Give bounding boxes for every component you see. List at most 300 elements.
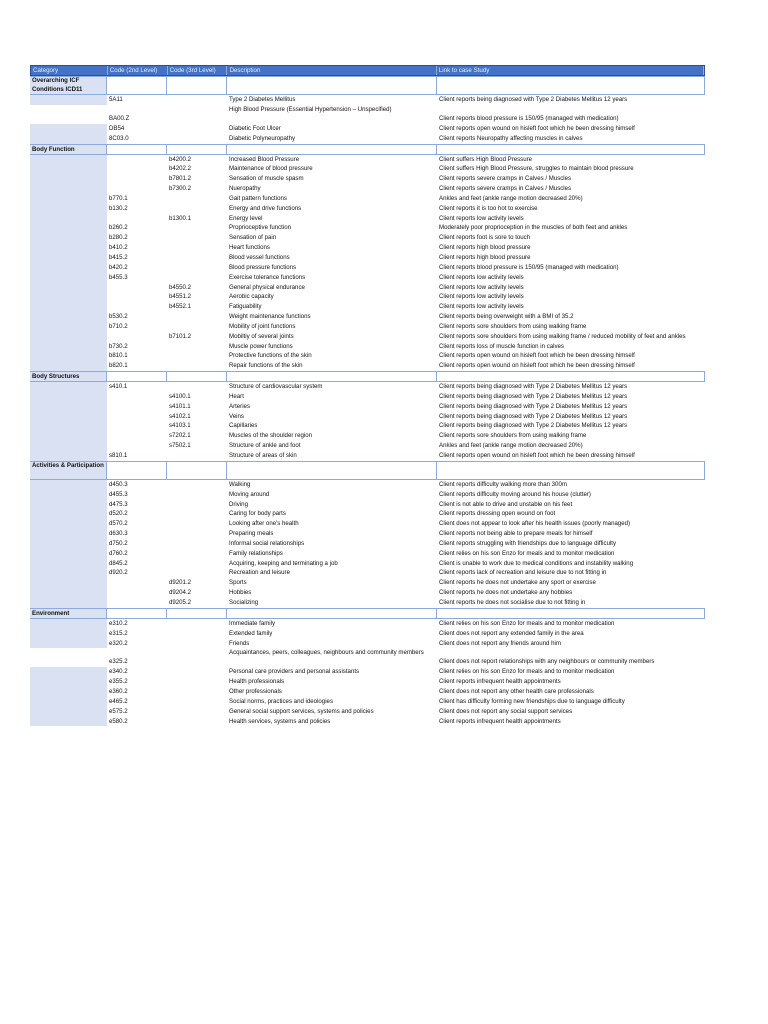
category-cell[interactable] xyxy=(30,421,107,431)
code-2nd-cell[interactable]: b530.2 xyxy=(109,313,128,321)
description-cell[interactable]: Health services, systems and policies xyxy=(229,717,331,725)
link-cell[interactable]: Client reports not being able to prepare meals for himself xyxy=(439,530,593,538)
table-row[interactable] xyxy=(30,332,705,342)
category-cell[interactable] xyxy=(30,361,107,371)
link-cell[interactable]: Ankles and feet (ankle range motion decreased 20%) xyxy=(439,442,583,450)
table-row[interactable] xyxy=(30,302,705,312)
table-row[interactable] xyxy=(30,243,705,253)
link-cell[interactable]: Client reports foot is sore to touch xyxy=(439,234,531,242)
category-cell[interactable] xyxy=(30,402,107,412)
category-cell[interactable] xyxy=(30,302,107,312)
table-row[interactable] xyxy=(30,441,705,451)
description-cell[interactable]: Protective functions of the skin xyxy=(229,352,312,360)
table-row[interactable] xyxy=(30,588,705,598)
code-3rd-cell[interactable] xyxy=(167,124,227,134)
code-2nd-cell[interactable] xyxy=(107,462,167,479)
category-cell[interactable]: Body Structures xyxy=(30,372,107,381)
code-3rd-cell[interactable] xyxy=(167,639,227,649)
category-row[interactable] xyxy=(30,461,705,480)
link-cell[interactable]: Client is not able to drive and unstable on his feet xyxy=(439,500,573,508)
category-cell[interactable] xyxy=(30,707,107,717)
description-cell[interactable] xyxy=(227,462,437,479)
link-cell[interactable] xyxy=(437,145,705,154)
table-row[interactable] xyxy=(30,568,705,578)
header-link[interactable]: Link to case Study xyxy=(437,66,704,75)
code-3rd-cell[interactable] xyxy=(167,707,227,717)
code-3rd-cell[interactable] xyxy=(167,253,227,263)
code-3rd-cell[interactable] xyxy=(167,223,227,233)
code-2nd-cell[interactable]: BA00.Z xyxy=(109,114,130,122)
table-row[interactable] xyxy=(30,451,705,461)
description-cell[interactable] xyxy=(227,145,437,154)
description-cell[interactable]: Blood pressure functions xyxy=(229,263,297,271)
link-cell[interactable]: Client reports loss of muscle function in calves xyxy=(439,342,564,350)
category-cell[interactable] xyxy=(30,263,107,273)
table-row[interactable] xyxy=(30,263,705,273)
description-cell[interactable]: General social support services, systems and policies xyxy=(229,707,374,715)
table-row[interactable] xyxy=(30,392,705,402)
code-3rd-cell[interactable]: b4202.2 xyxy=(169,165,192,173)
link-cell[interactable]: Client reports he does not socialise due to not fitting in xyxy=(439,598,586,606)
code-3rd-cell[interactable] xyxy=(167,382,227,392)
description-cell[interactable]: Energy level xyxy=(229,214,263,222)
category-cell[interactable] xyxy=(30,95,107,105)
description-cell[interactable] xyxy=(227,609,437,618)
code-2nd-cell[interactable]: d450.3 xyxy=(109,480,128,488)
description-cell[interactable]: Personal care providers and personal assistants xyxy=(229,668,360,676)
code-3rd-cell[interactable] xyxy=(167,480,227,490)
table-row[interactable] xyxy=(30,412,705,422)
category-cell[interactable] xyxy=(30,164,107,174)
description-cell[interactable]: Preparing meals xyxy=(229,530,274,538)
description-cell[interactable]: Exercise tolerance functions xyxy=(229,273,306,281)
code-3rd-cell[interactable] xyxy=(167,500,227,510)
table-row[interactable] xyxy=(30,578,705,588)
category-cell[interactable] xyxy=(30,184,107,194)
link-cell[interactable]: Client reports being diagnosed with Type 2 Diabetes Mellitus 12 years xyxy=(439,383,628,391)
code-2nd-cell[interactable]: b130.2 xyxy=(109,204,128,212)
category-row[interactable] xyxy=(30,608,705,619)
code-3rd-cell[interactable] xyxy=(167,539,227,549)
link-cell[interactable]: Client reports difficulty walking more than 300m xyxy=(439,480,567,488)
category-cell[interactable] xyxy=(30,529,107,539)
code-3rd-cell[interactable]: s4103.1 xyxy=(169,422,191,430)
code-3rd-cell[interactable] xyxy=(167,559,227,569)
code-3rd-cell[interactable] xyxy=(167,451,227,461)
description-cell[interactable]: Heart xyxy=(229,392,244,400)
table-row[interactable] xyxy=(30,174,705,184)
description-cell[interactable]: Muscle power functions xyxy=(229,342,293,350)
code-2nd-cell[interactable] xyxy=(107,302,167,312)
category-cell[interactable] xyxy=(30,431,107,441)
link-cell[interactable]: Client reports sore shoulders from using walking frame / reduced mobility of feet and ankles xyxy=(439,332,686,340)
description-cell[interactable]: Nueropathy xyxy=(229,185,261,193)
category-cell[interactable] xyxy=(30,342,107,352)
code-2nd-cell[interactable] xyxy=(107,164,167,174)
description-cell[interactable]: Sensation of pain xyxy=(229,234,277,242)
link-cell[interactable]: Client does not report any extended family in the area xyxy=(439,629,584,637)
code-2nd-cell[interactable]: d750.2 xyxy=(109,539,128,547)
description-cell[interactable]: Diabetic Polyneuropathy xyxy=(229,134,296,142)
description-cell[interactable]: Looking after one's health xyxy=(229,520,299,528)
code-3rd-cell[interactable] xyxy=(167,361,227,371)
code-2nd-cell[interactable]: s810.1 xyxy=(109,452,128,459)
description-cell[interactable]: Type 2 Diabetes Mellitus xyxy=(229,96,296,103)
link-cell[interactable]: Client suffers High Blood Pressure, struggles to maintain blood pressure xyxy=(439,165,634,173)
category-cell[interactable] xyxy=(30,412,107,422)
code-3rd-cell[interactable]: s4100.1 xyxy=(169,392,191,400)
code-3rd-cell[interactable]: d9204.2 xyxy=(169,589,192,597)
category-cell[interactable] xyxy=(30,667,107,677)
category-cell[interactable] xyxy=(30,382,107,392)
code-3rd-cell[interactable]: d9205.2 xyxy=(169,598,192,606)
description-cell[interactable]: Health professionals xyxy=(229,678,285,686)
code-2nd-cell[interactable]: b770.1 xyxy=(109,194,128,202)
link-cell[interactable]: Client reports severe cramps in Calves / Muscles xyxy=(439,185,572,193)
table-row[interactable] xyxy=(30,598,705,608)
code-2nd-cell[interactable]: e355.2 xyxy=(109,678,128,686)
link-cell[interactable]: Client does not appear to look after his health issues (poorly managed) xyxy=(439,520,631,528)
link-cell[interactable] xyxy=(437,77,705,94)
link-cell[interactable] xyxy=(437,372,705,381)
code-3rd-cell[interactable] xyxy=(167,609,227,618)
table-row[interactable] xyxy=(30,342,705,352)
code-2nd-cell[interactable]: e315.2 xyxy=(109,629,128,637)
category-cell[interactable] xyxy=(30,253,107,263)
code-3rd-cell[interactable] xyxy=(167,462,227,479)
description-cell[interactable]: Sports xyxy=(229,579,247,587)
code-3rd-cell[interactable]: b1300.1 xyxy=(169,214,192,222)
link-cell[interactable]: Client reports infrequent health appointments xyxy=(439,717,561,725)
code-2nd-cell[interactable]: e360.2 xyxy=(109,688,128,696)
description-cell[interactable]: Hobbies xyxy=(229,589,252,597)
category-cell[interactable] xyxy=(30,223,107,233)
link-cell[interactable]: Client reports lack of recreation and leisure due to not fitting in xyxy=(439,569,607,577)
code-2nd-cell[interactable] xyxy=(107,77,167,94)
link-cell[interactable]: Client reports difficulty moving around his house (clutter) xyxy=(439,490,591,498)
link-cell[interactable]: Client reports low activity levels xyxy=(439,214,524,222)
table-row[interactable] xyxy=(30,351,705,361)
description-cell[interactable]: Arteries xyxy=(229,402,250,410)
description-cell[interactable]: Family relationships xyxy=(229,549,283,557)
table-row[interactable] xyxy=(30,667,705,677)
table-row[interactable] xyxy=(30,629,705,639)
link-cell[interactable]: Client reports open wound on hisleft foot which he been dressing himself xyxy=(439,452,635,459)
code-2nd-cell[interactable] xyxy=(107,588,167,598)
description-cell[interactable] xyxy=(227,77,437,94)
table-row[interactable] xyxy=(30,233,705,243)
link-cell[interactable] xyxy=(437,609,705,618)
code-2nd-cell[interactable]: b415.2 xyxy=(109,253,128,261)
code-3rd-cell[interactable] xyxy=(167,619,227,629)
table-row[interactable] xyxy=(30,124,705,134)
description-cell[interactable]: Mobility of joint functions xyxy=(229,322,296,330)
code-3rd-cell[interactable] xyxy=(167,194,227,204)
category-cell[interactable] xyxy=(30,539,107,549)
category-cell[interactable]: Activities & Participation xyxy=(30,462,107,479)
code-3rd-cell[interactable] xyxy=(167,95,227,105)
category-cell[interactable] xyxy=(30,629,107,639)
description-cell[interactable]: Energy and drive functions xyxy=(229,204,302,212)
code-2nd-cell[interactable]: s410.1 xyxy=(109,383,128,391)
code-3rd-cell[interactable]: s4102.1 xyxy=(169,412,191,420)
description-cell[interactable]: Acquiring, keeping and terminating a job xyxy=(229,559,338,567)
code-2nd-cell[interactable] xyxy=(107,431,167,441)
code-2nd-cell[interactable] xyxy=(107,174,167,184)
code-3rd-cell[interactable] xyxy=(167,322,227,332)
description-cell[interactable]: Driving xyxy=(229,500,248,508)
link-cell[interactable]: Client has difficulty forming new friendships due to language difficulty xyxy=(439,697,625,705)
category-cell[interactable] xyxy=(30,588,107,598)
description-cell[interactable]: High Blood Pressure (Essential Hypertension – Unspecified) xyxy=(229,105,392,113)
description-cell[interactable]: Mobiltiy of several joints xyxy=(229,332,294,340)
link-cell[interactable]: Client reports low activity levels xyxy=(439,283,524,291)
description-cell[interactable]: Friends xyxy=(229,639,250,647)
link-cell[interactable]: Client reports being diagnosed with Type 2 Diabetes Mellitus 12 years xyxy=(439,402,628,410)
code-3rd-cell[interactable]: b7801.2 xyxy=(169,175,192,183)
category-cell[interactable] xyxy=(30,509,107,519)
category-cell[interactable] xyxy=(30,619,107,629)
link-cell[interactable]: Client reports being diagnosed with Type 2 Diabetes Mellitus 12 years xyxy=(439,96,628,103)
link-cell[interactable]: Client reports high blood pressure xyxy=(439,253,531,261)
category-cell[interactable] xyxy=(30,214,107,224)
code-2nd-cell[interactable]: e325.2 xyxy=(109,658,128,666)
code-2nd-cell[interactable]: b410.2 xyxy=(109,244,128,252)
code-2nd-cell[interactable]: e340.2 xyxy=(109,668,128,676)
description-cell[interactable] xyxy=(227,372,437,381)
category-cell[interactable] xyxy=(30,490,107,500)
link-cell[interactable]: Client reports sore shoulders from using walking frame xyxy=(439,322,587,330)
link-cell[interactable]: Client reports low activity levels xyxy=(439,293,524,301)
table-row[interactable] xyxy=(30,164,705,174)
code-2nd-cell[interactable]: e310.2 xyxy=(109,619,128,627)
link-cell[interactable]: Client reports blood pressure is 150/95 (managed with medication) xyxy=(439,114,619,122)
code-2nd-cell[interactable]: b710.2 xyxy=(109,322,128,330)
table-row[interactable] xyxy=(30,549,705,559)
description-cell[interactable]: Repair functions of the skin xyxy=(229,362,303,370)
code-3rd-cell[interactable]: b4551.2 xyxy=(169,293,192,301)
description-cell[interactable]: Socializing xyxy=(229,598,259,606)
description-cell[interactable]: Walking xyxy=(229,480,251,488)
code-2nd-cell[interactable] xyxy=(107,332,167,342)
link-cell[interactable]: Client reports struggling with friendships due to language difficulty xyxy=(439,539,617,547)
category-cell[interactable] xyxy=(30,677,107,687)
table-row[interactable] xyxy=(30,707,705,717)
code-3rd-cell[interactable]: s7202.1 xyxy=(169,432,191,440)
code-2nd-cell[interactable]: DB54 xyxy=(109,124,125,132)
link-cell[interactable]: Client reports Neuropathy affecting muscles in calves xyxy=(439,134,583,142)
category-cell[interactable] xyxy=(30,480,107,490)
code-2nd-cell[interactable]: d630.3 xyxy=(109,530,128,538)
table-row[interactable] xyxy=(30,490,705,500)
table-row[interactable] xyxy=(30,500,705,510)
link-cell[interactable]: Ankles and feet (ankle range motion decreased 20%) xyxy=(439,194,583,202)
category-cell[interactable] xyxy=(30,174,107,184)
code-3rd-cell[interactable]: b4550.2 xyxy=(169,283,192,291)
table-row[interactable] xyxy=(30,273,705,283)
code-2nd-cell[interactable]: d520.2 xyxy=(109,510,128,518)
link-cell[interactable]: Client does not report any other health care professionals xyxy=(439,688,594,696)
description-cell[interactable]: Acquaintances, peers, colleagues, neighbours and community members xyxy=(229,649,424,657)
description-cell[interactable]: Heart functions xyxy=(229,244,270,252)
table-row[interactable] xyxy=(30,312,705,322)
code-3rd-cell[interactable] xyxy=(167,77,227,94)
link-cell[interactable]: Client does not report any friends around him xyxy=(439,639,561,647)
description-cell[interactable]: Fatiguability xyxy=(229,303,262,311)
category-cell[interactable]: Body Function xyxy=(30,145,107,154)
code-2nd-cell[interactable]: d845.2 xyxy=(109,559,128,567)
category-cell[interactable] xyxy=(30,500,107,510)
description-cell[interactable]: Maintenance of blood pressure xyxy=(229,165,313,173)
code-2nd-cell[interactable]: b730.2 xyxy=(109,342,128,350)
table-row[interactable] xyxy=(30,283,705,293)
code-2nd-cell[interactable] xyxy=(107,412,167,422)
code-2nd-cell[interactable]: d920.2 xyxy=(109,569,128,577)
description-cell[interactable]: Gait pattern functions xyxy=(229,194,287,202)
table-row[interactable] xyxy=(30,223,705,233)
table-row[interactable] xyxy=(30,559,705,569)
code-3rd-cell[interactable] xyxy=(167,233,227,243)
description-cell[interactable]: Immediate family xyxy=(229,619,276,627)
code-3rd-cell[interactable] xyxy=(167,667,227,677)
code-3rd-cell[interactable]: b4552.1 xyxy=(169,303,192,311)
table-row[interactable] xyxy=(30,194,705,204)
code-2nd-cell[interactable] xyxy=(107,421,167,431)
link-cell[interactable]: Moderately poor proprioception in the muscles of both feet and ankles xyxy=(439,224,628,232)
code-2nd-cell[interactable] xyxy=(107,598,167,608)
table-row[interactable] xyxy=(30,687,705,697)
category-cell[interactable] xyxy=(30,332,107,342)
description-cell[interactable]: Diabetic Foot Ulcer xyxy=(229,124,281,132)
table-row[interactable] xyxy=(30,519,705,529)
code-3rd-cell[interactable] xyxy=(167,677,227,687)
code-3rd-cell[interactable] xyxy=(167,629,227,639)
code-3rd-cell[interactable] xyxy=(167,717,227,727)
description-cell[interactable]: Capillaries xyxy=(229,422,258,430)
table-row[interactable] xyxy=(30,402,705,412)
description-cell[interactable]: General physical endurance xyxy=(229,283,305,291)
link-cell[interactable]: Client reports infrequent health appointments xyxy=(439,678,561,686)
code-2nd-cell[interactable]: e575.2 xyxy=(109,707,128,715)
code-3rd-cell[interactable] xyxy=(167,519,227,529)
code-3rd-cell[interactable] xyxy=(167,509,227,519)
category-cell[interactable] xyxy=(30,697,107,707)
code-3rd-cell[interactable] xyxy=(167,312,227,322)
code-2nd-cell[interactable]: b260.2 xyxy=(109,224,128,232)
code-2nd-cell[interactable] xyxy=(107,578,167,588)
code-2nd-cell[interactable]: b420.2 xyxy=(109,263,128,271)
code-3rd-cell[interactable] xyxy=(167,648,227,657)
header-code-3rd[interactable]: Code (3rd Level) xyxy=(168,66,228,75)
code-3rd-cell[interactable]: s7502.1 xyxy=(169,442,191,450)
header-description[interactable]: Description xyxy=(227,66,436,75)
description-cell[interactable]: Caring for body parts xyxy=(229,510,286,518)
table-row[interactable] xyxy=(30,648,705,667)
link-cell[interactable]: Client reports low activity levels xyxy=(439,273,524,281)
link-cell[interactable]: Client reports sore shoulders from using walking frame xyxy=(439,432,587,440)
table-row[interactable] xyxy=(30,539,705,549)
table-row[interactable] xyxy=(30,480,705,490)
code-2nd-cell[interactable] xyxy=(107,392,167,402)
code-3rd-cell[interactable] xyxy=(167,134,227,144)
description-cell[interactable]: Recreation and leisure xyxy=(229,569,290,577)
table-row[interactable] xyxy=(30,619,705,629)
category-cell[interactable] xyxy=(30,717,107,727)
code-3rd-cell[interactable] xyxy=(167,568,227,578)
category-cell[interactable] xyxy=(30,568,107,578)
category-cell[interactable] xyxy=(30,322,107,332)
code-2nd-cell[interactable] xyxy=(107,372,167,381)
table-row[interactable] xyxy=(30,292,705,302)
table-row[interactable] xyxy=(30,361,705,371)
category-cell[interactable]: Overarching ICF Conditions ICD11 xyxy=(30,77,107,94)
code-2nd-cell[interactable]: e465.2 xyxy=(109,697,128,705)
table-row[interactable] xyxy=(30,431,705,441)
link-cell[interactable]: Client reports it is too hot to exercise xyxy=(439,204,538,212)
table-row[interactable] xyxy=(30,214,705,224)
code-2nd-cell[interactable]: b820.1 xyxy=(109,362,128,370)
link-cell[interactable]: Client reports open wound on hisleft foot which he been dressing himself xyxy=(439,352,635,360)
code-2nd-cell[interactable]: e580.2 xyxy=(109,717,128,725)
category-cell[interactable]: Environment xyxy=(30,609,107,618)
category-cell[interactable] xyxy=(30,687,107,697)
code-2nd-cell[interactable]: d475.3 xyxy=(109,500,128,508)
code-2nd-cell[interactable] xyxy=(107,402,167,412)
category-cell[interactable] xyxy=(30,134,107,144)
link-cell[interactable]: Client reports being diagnosed with Type 2 Diabetes Mellitus 12 years xyxy=(439,422,628,430)
link-cell[interactable]: Client reports he does not undertake any hobbies xyxy=(439,589,573,597)
table-row[interactable] xyxy=(30,639,705,649)
description-cell[interactable]: Weight maintenance functions xyxy=(229,313,311,321)
code-2nd-cell[interactable] xyxy=(107,184,167,194)
link-cell[interactable]: Client suffers High Blood Pressure xyxy=(439,155,533,163)
description-cell[interactable]: Blood vessel functions xyxy=(229,253,290,261)
code-2nd-cell[interactable] xyxy=(107,214,167,224)
code-2nd-cell[interactable] xyxy=(107,155,167,165)
description-cell[interactable]: Structure of cardiovascular system xyxy=(229,383,323,391)
category-cell[interactable] xyxy=(30,392,107,402)
description-cell[interactable]: Sensation of muscle spasm xyxy=(229,175,304,183)
category-cell[interactable] xyxy=(30,559,107,569)
category-cell[interactable] xyxy=(30,549,107,559)
link-cell[interactable]: Client relies on his son Enzo for meals and to monitor medication xyxy=(439,549,615,557)
table-row[interactable] xyxy=(30,697,705,707)
description-cell[interactable]: Informal social relationships xyxy=(229,539,305,547)
code-3rd-cell[interactable] xyxy=(167,490,227,500)
table-row[interactable] xyxy=(30,134,705,144)
description-cell[interactable]: Muscles of the shoulder region xyxy=(229,432,312,440)
category-cell[interactable] xyxy=(30,351,107,361)
link-cell[interactable]: Client reports blood pressure is 150/95 (managed with medication) xyxy=(439,263,619,271)
code-2nd-cell[interactable]: b810.1 xyxy=(109,352,128,360)
category-cell[interactable] xyxy=(30,312,107,322)
code-2nd-cell[interactable]: e320.2 xyxy=(109,639,128,647)
link-cell[interactable]: Client does not report relationships with any neighbours or community members xyxy=(439,658,655,666)
link-cell[interactable]: Client reports being diagnosed with Type 2 Diabetes Mellitus 12 years xyxy=(439,392,628,400)
code-3rd-cell[interactable] xyxy=(167,351,227,361)
category-cell[interactable] xyxy=(30,451,107,461)
description-cell[interactable]: Structure of ankle and foot xyxy=(229,442,301,450)
link-cell[interactable]: Client reports severe cramps in Calves / Muscles xyxy=(439,175,572,183)
table-row[interactable] xyxy=(30,253,705,263)
category-cell[interactable] xyxy=(30,441,107,451)
code-3rd-cell[interactable] xyxy=(167,529,227,539)
link-cell[interactable]: Client reports being diagnosed with Type 2 Diabetes Mellitus 12 years xyxy=(439,412,628,420)
table-row[interactable] xyxy=(30,421,705,431)
category-row[interactable] xyxy=(30,371,705,382)
category-row[interactable] xyxy=(30,76,705,95)
code-2nd-cell[interactable]: 5A11 xyxy=(109,96,123,103)
